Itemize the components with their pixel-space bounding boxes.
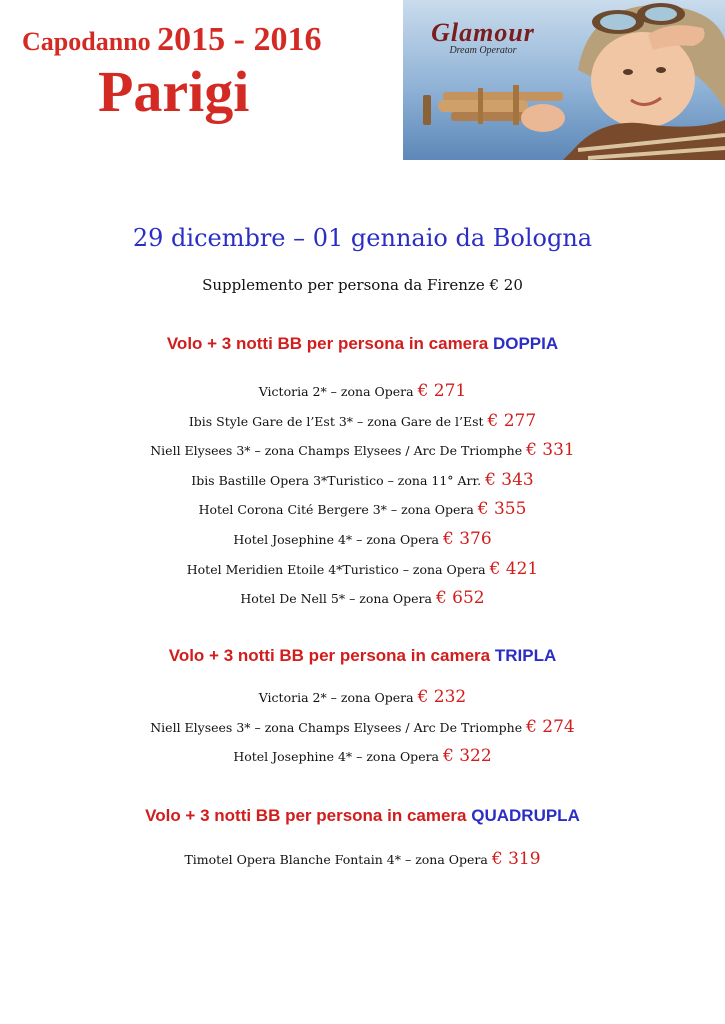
section-heading-text: Volo + 3 notti BB per persona in camera <box>145 806 467 825</box>
hotel-name: Hotel Corona Cité Bergere 3* – zona Opera <box>198 502 474 518</box>
section-heading-text: Volo + 3 notti BB per persona in camera <box>166 334 489 353</box>
list-item <box>0 407 725 437</box>
hotel-price: € 277 <box>487 410 537 431</box>
hotel-price: € 232 <box>417 687 467 707</box>
hotel-name: Hotel Meridien Etoile 4*Turistico – zona Opera <box>186 561 486 577</box>
section-heading-tripla <box>0 646 725 666</box>
list-item <box>0 683 725 713</box>
hotel-price: € 274 <box>526 716 575 737</box>
banner-photo <box>403 0 725 160</box>
hotel-name: Niell Elysees 3* – zona Champs Elysees / Arc De Triomphe <box>150 719 523 735</box>
hotel-price: € 271 <box>417 381 467 401</box>
title-prefix: Capodanno <box>22 27 151 56</box>
hotel-name: Victoria 2* – zona Opera <box>258 690 414 705</box>
hotel-price: € 376 <box>443 528 492 549</box>
room-type: QUADRUPLA <box>471 806 580 825</box>
hotel-list-quadrupla <box>0 845 725 875</box>
list-item <box>0 466 725 496</box>
page-title <box>22 22 402 124</box>
hotel-name: Victoria 2* – zona Opera <box>258 384 414 399</box>
brand-name: Glamour <box>431 18 535 47</box>
list-item <box>0 713 725 743</box>
hotel-price: € 652 <box>435 588 485 609</box>
hotel-name: Hotel De Nell 5* – zona Opera <box>240 591 432 607</box>
supplement-note: Supplemento per persona da Firenze € 20 <box>202 276 523 294</box>
hotel-price: € 322 <box>443 746 492 767</box>
room-type: TRIPLA <box>494 646 557 665</box>
hotel-name: Timotel Opera Blanche Fontain 4* – zona Opera <box>184 852 488 867</box>
hotel-price: € 319 <box>491 849 541 869</box>
hotel-price: € 331 <box>526 440 575 461</box>
hotel-list-tripla <box>0 683 725 772</box>
list-item <box>0 377 725 407</box>
section-heading-quadrupla <box>0 806 725 826</box>
list-item <box>0 845 725 875</box>
brand-logo <box>413 18 553 56</box>
hotel-name: Ibis Bastille Opera 3*Turistico – zona 11° Arr. <box>191 472 482 488</box>
list-item <box>0 742 725 772</box>
hotel-price: € 343 <box>485 469 534 490</box>
section-heading-doppia <box>0 334 725 354</box>
title-years: 2015 - 2016 <box>157 21 322 58</box>
title-city: Parigi <box>98 59 250 124</box>
hotel-price: € 421 <box>489 558 539 579</box>
hotel-price: € 355 <box>477 499 527 520</box>
brand-tagline: Dream Operator <box>449 45 517 56</box>
title-line <box>22 22 402 60</box>
list-item <box>0 495 725 525</box>
travel-dates: 29 dicembre – 01 gennaio da Bologna <box>132 224 593 252</box>
list-item <box>0 525 725 555</box>
hotel-name: Hotel Josephine 4* – zona Opera <box>233 749 440 765</box>
list-item <box>0 584 725 614</box>
hotel-list-doppia <box>0 377 725 614</box>
list-item <box>0 436 725 466</box>
hotel-name: Hotel Josephine 4* – zona Opera <box>233 531 440 547</box>
list-item <box>0 555 725 585</box>
hotel-name: Ibis Style Gare de l’Est 3* – zona Gare de l’Est <box>188 413 484 429</box>
hotel-name: Niell Elysees 3* – zona Champs Elysees / Arc De Triomphe <box>150 443 523 459</box>
section-heading-text: Volo + 3 notti BB per persona in camera <box>168 646 491 665</box>
room-type: DOPPIA <box>492 334 559 353</box>
